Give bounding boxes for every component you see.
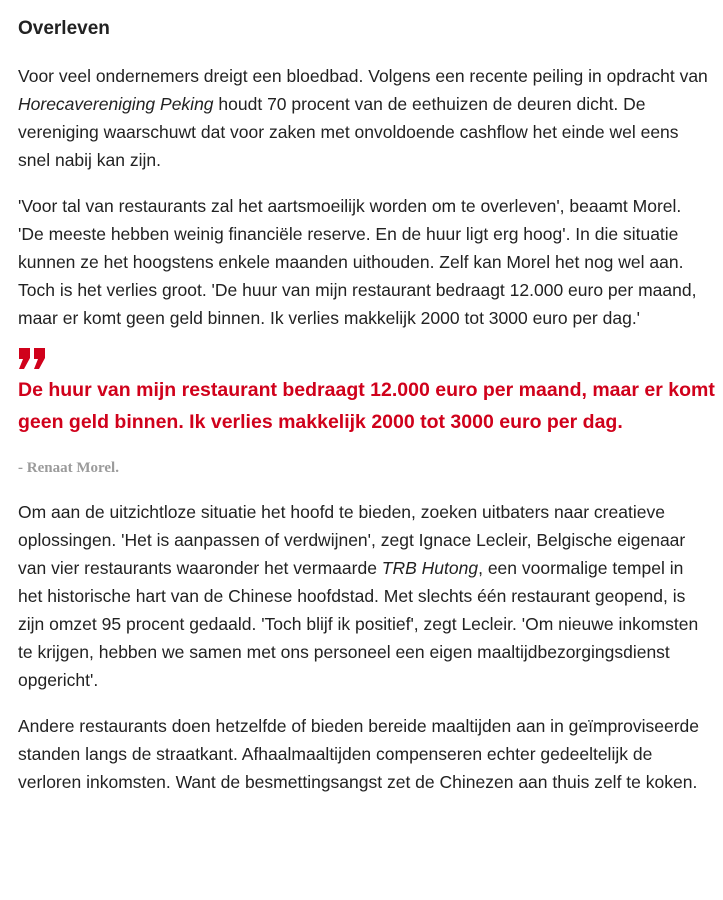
paragraph-3-text-b: , een voormalige tempel in het historische hart van de Chinese hoofdstad. Met slechts één restaurant geopend, is zijn omzet 95 procent gedaald. 'Toch blijf ik positief', zegt Lecleir. 'Om nieuwe inkomsten te krijgen, hebben we samen met ons personeel een eigen maaltijdbezorgingsdienst opgericht'. <box>18 558 699 690</box>
paragraph-1 <box>18 62 708 174</box>
pullquote-text: De huur van mijn restaurant bedraagt 12.000 euro per maand, maar er komt geen geld binnen. Ik verlies makkelijk 2000 tot 3000 euro per dag. <box>18 379 715 433</box>
paragraph-2: 'Voor tal van restaurants zal het aartsmoeilijk worden om te overleven', beaamt Morel. 'De meeste hebben weinig financiële reserve. En de huur ligt erg hoog'. In die situatie kunnen ze het hoogstens enkele maanden uithouden. Zelf kan Morel het nog wel aan. Toch is het verlies groot. 'De huur van mijn restaurant bedraagt 12.000 euro per maand, maar er komt geen geld binnen. Ik verlies makkelijk 2000 tot 3000 euro per dag.' <box>18 196 697 328</box>
paragraph-3-emphasis: TRB Hutong <box>381 558 479 578</box>
paragraph-1-text-b: houdt 70 procent van de eethuizen de deuren dicht. De vereniging waarschuwt dat voor zaken met onvoldoende cashflow het einde wel eens snel nabij kan zijn. <box>18 94 679 170</box>
pullquote-author: - Renaat Morel. <box>18 460 119 476</box>
quote-icon <box>18 348 52 374</box>
paragraph-1-text-a: Voor veel ondernemers dreigt een bloedbad. Volgens een recente peiling in opdracht van <box>18 66 708 86</box>
paragraph-4: Andere restaurants doen hetzelfde of bieden bereide maaltijden aan in geïmproviseerde standen langs de straatkant. Afhaalmaaltijden compenseren echter gedeeltelijk de verloren inkomsten. Want de besmettingsangst zet de Chinezen aan thuis zelf te koken. <box>18 716 700 792</box>
section-heading: Overleven <box>18 18 110 39</box>
paragraph-3-text-a: Om aan de uitzichtloze situatie het hoofd te bieden, zoeken uitbaters naar creatieve oplossingen. 'Het is aanpassen of verdwijnen', zegt Ignace Lecleir, Belgische eigenaar van vier restaurants waaronder het vermaarde <box>18 502 686 578</box>
paragraph-3 <box>18 498 708 694</box>
paragraph-1-emphasis: Horecavereniging Peking <box>18 94 214 114</box>
